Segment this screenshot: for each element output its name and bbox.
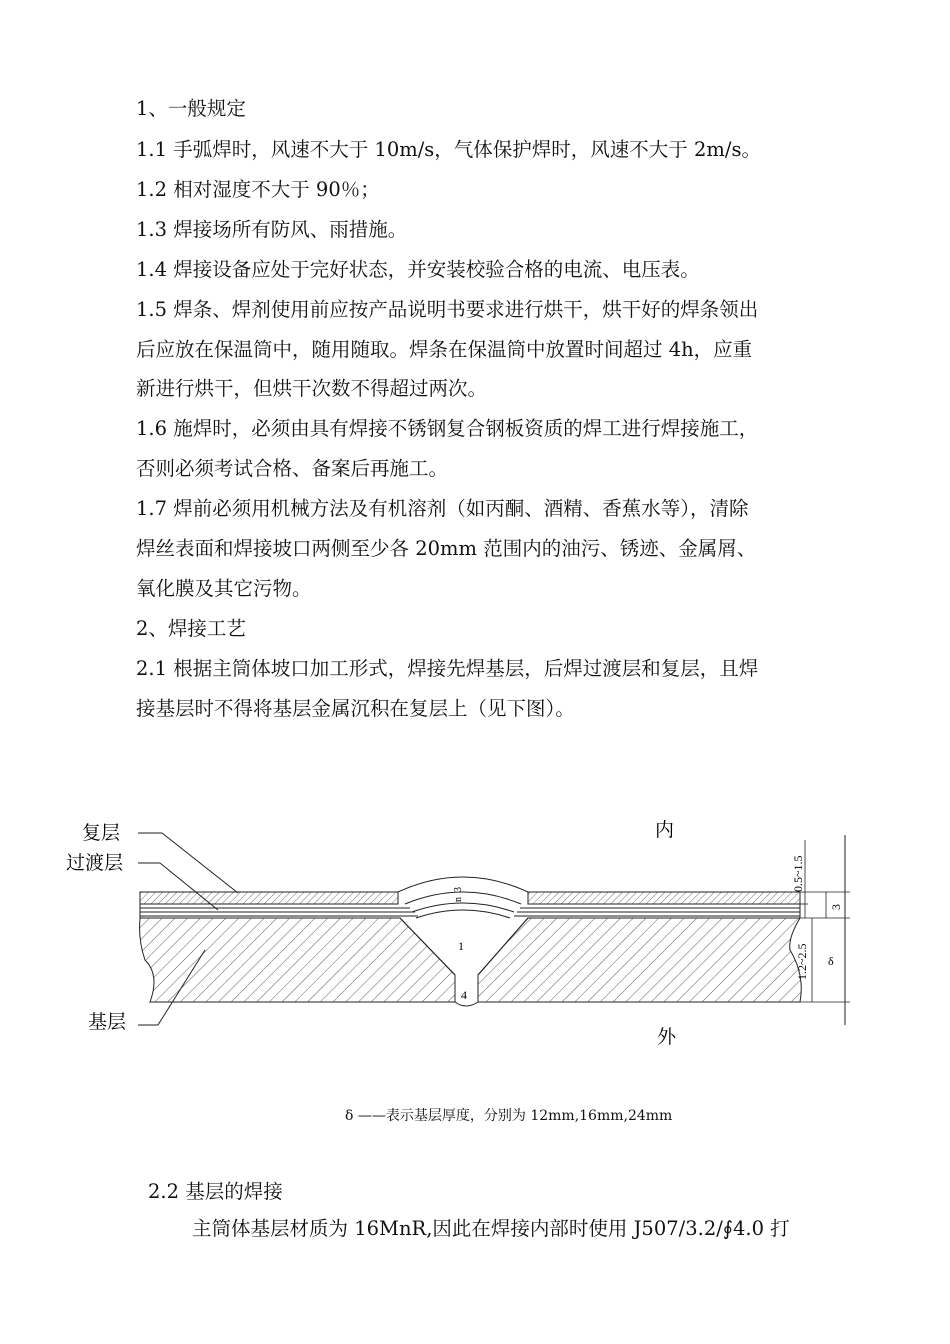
text-line: 后应放在保温筒中，随用随取。焊条在保温筒中放置时间超过 4h，应重 [136,338,753,361]
weld-label-4: 4 [461,988,467,1002]
text-line: 接基层时不得将基层金属沉积在复层上（见下图）。 [136,697,575,720]
cladding-right [528,892,800,904]
text-line: 1.7 焊前必须用机械方法及有机溶剂（如丙酮、酒精、香蕉水等），清除 [136,497,749,520]
section-2-2-heading: 2.2 基层的焊接 [148,1180,283,1203]
text-line: 焊丝表面和焊接坡口两侧至少各 20mm 范围内的油污、锈迹、金属屑、 [136,537,757,560]
text-line: 1.3 焊接场所有防风、雨措施。 [136,218,408,241]
base-plate-left [140,918,455,1002]
text-line: 1.4 焊接设备应处于完好状态，并安装校验合格的电流、电压表。 [136,258,700,281]
weld-joint-diagram [0,800,950,1060]
text-line: 新进行烘干，但烘干次数不得超过两次。 [136,377,488,400]
text-line: 2.1 根据主筒体坡口加工形式，焊接先焊基层，后焊过渡层和复层，且焊 [136,657,759,680]
weld-pass-3 [412,903,514,912]
weld-label-n: n [453,897,464,902]
text-line: 1.6 施焊时，必须由具有焊接不锈钢复合钢板资质的焊工进行焊接施工， [136,417,759,440]
text-line: 1.1 手弧焊时，风速不大于 10m/s，气体保护焊时，风速不大于 2m/s。 [136,138,761,161]
text-line: 1.2 相对湿度不大于 90％； [136,178,380,201]
label-cladding: 复层 [82,822,121,844]
weld-label-1: 1 [458,939,464,953]
label-transition: 过渡层 [66,852,124,874]
label-inner: 内 [655,819,675,841]
label-base: 基层 [88,1011,127,1033]
dim-3: 3 [829,904,843,910]
heading-welding-process: 2、焊接工艺 [136,617,246,640]
text-line: 1.5 焊条、焊剂使用前应按产品说明书要求进行烘干，烘干好的焊条领出 [136,298,759,321]
dim-root: 1.2~2.5 [795,943,809,980]
dim-delta: δ [828,954,834,968]
heading-general: 1、一般规定 [136,97,246,120]
weld-label-3: 3 [453,887,464,892]
cladding-left [140,892,398,904]
dim-cladding: 0.5~1.5 [791,855,805,892]
body-text-line: 主筒体基层材质为 16MnR,因此在焊接内部时使用 J507/3.2/∮4.0 打 [192,1217,790,1240]
text-line: 氧化膜及其它污物。 [136,577,312,600]
figure-caption: δ ——表示基层厚度，分别为 12mm,16mm,24mm [345,1108,673,1124]
text-line: 否则必须考试合格、备案后再施工。 [136,457,449,480]
label-outer: 外 [657,1026,677,1048]
base-plate-right [478,918,801,1002]
